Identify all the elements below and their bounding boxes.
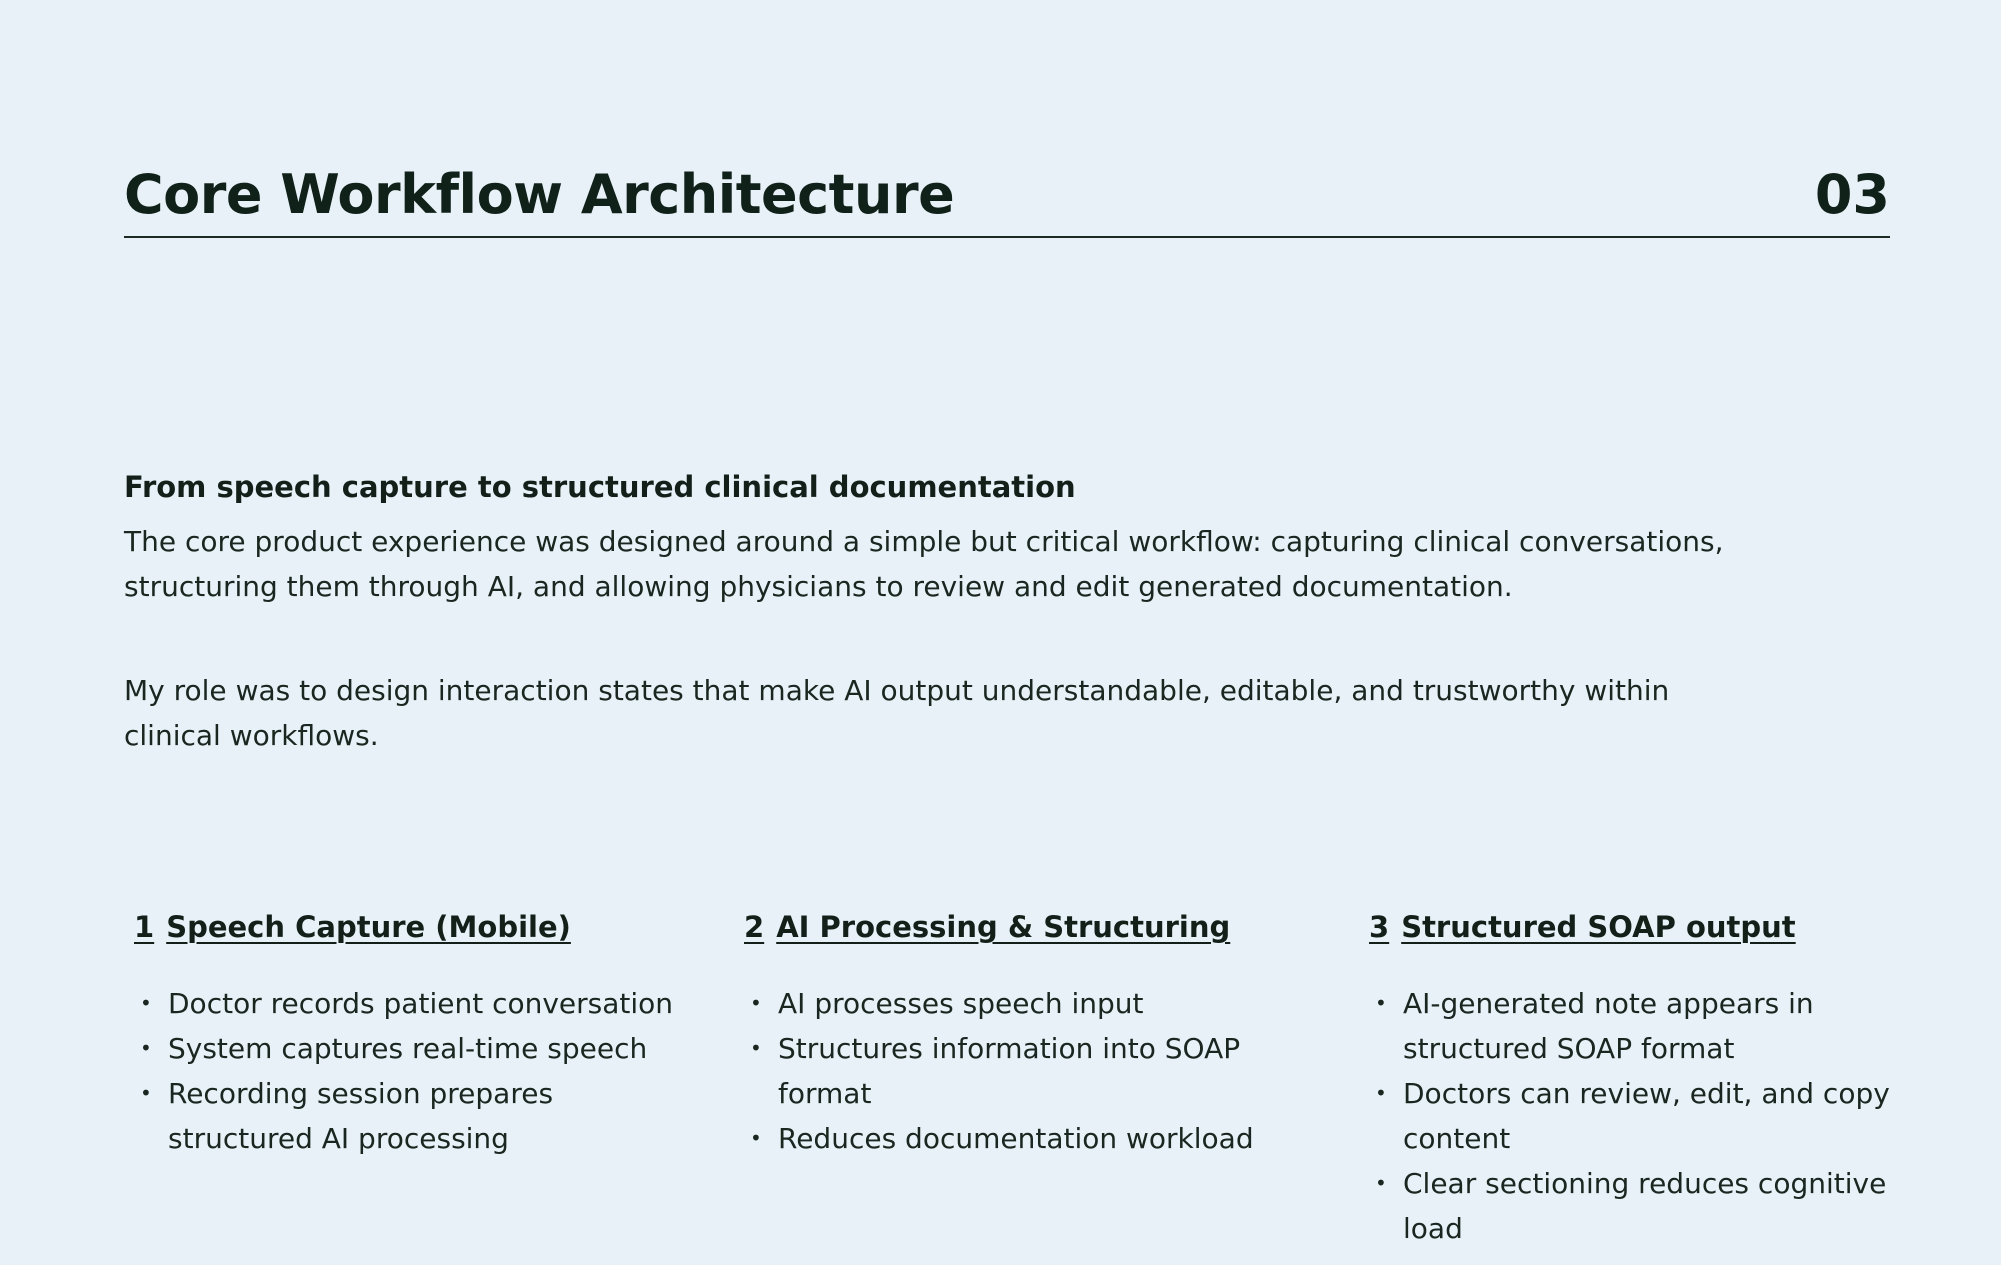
list-item: • Recording session prepares structured AI processing [134,1071,694,1161]
step-title: AI Processing & Structuring [776,910,1231,944]
slide-header [124,158,1890,238]
step-speech-capture [134,910,694,1161]
step-soap-output [1369,910,1890,1251]
list-item: • Doctors can review, edit, and copy content [1369,1071,1890,1161]
step-number: 1 [134,910,155,944]
step-heading [134,910,694,945]
workflow-steps [124,910,1890,1265]
list-item: • Doctor records patient conversation [134,981,694,1026]
intro-section [124,470,1744,758]
intro-paragraph-2: My role was to design interaction states that make AI output understandable, editable, and trustworthy within clinical workflows. [124,673,1670,752]
step-heading [1369,910,1890,945]
step-number: 2 [744,910,765,944]
step-bullet-list [744,981,1304,1161]
step-bullet-list [134,981,694,1161]
page-title: Core Workflow Architecture [124,163,955,226]
step-ai-processing [744,910,1304,1161]
slide-page [124,0,1890,1265]
step-title: Structured SOAP output [1401,910,1796,944]
list-item: • Clear sectioning reduces cognitive load [1369,1161,1890,1251]
intro-paragraph-1: The core product experience was designed around a simple but critical workflow: capturing clinical conversations, structuring them through AI, and allowing physicians to review and edit generated documentation. [124,524,1724,603]
step-bullet-list [1369,981,1890,1251]
list-item: • Structures information into SOAP format [744,1026,1304,1116]
list-item: • AI processes speech input [744,981,1304,1026]
step-heading [744,910,1304,945]
list-item: • Reduces documentation workload [744,1116,1304,1161]
intro-heading: From speech capture to structured clinical documentation [124,470,1076,504]
step-number: 3 [1369,910,1390,944]
list-item: • AI-generated note appears in structured SOAP format [1369,981,1890,1071]
page-number: 03 [1814,163,1890,226]
list-item: • System captures real-time speech [134,1026,694,1071]
step-title: Speech Capture (Mobile) [166,910,571,944]
